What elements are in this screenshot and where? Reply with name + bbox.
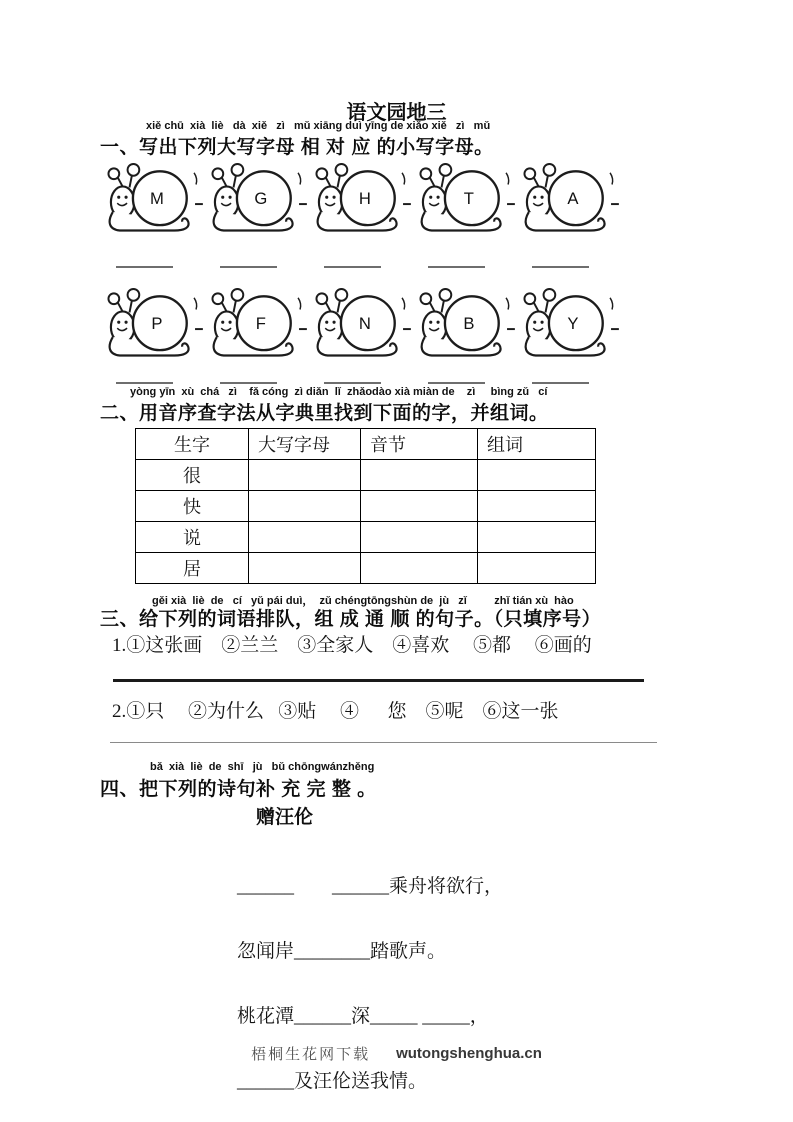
table-cell-empty [361, 491, 478, 522]
snail-illustration [308, 163, 412, 253]
snail-row-2 [100, 288, 620, 378]
snail-row-1 [100, 163, 620, 253]
page-footer [0, 1043, 793, 1064]
answer-blank [220, 382, 277, 384]
snail-illustration [204, 288, 308, 378]
poem-line: ______及汪伦送我情。 [237, 1071, 428, 1092]
snail-icon [516, 288, 620, 378]
table-cell-empty [249, 460, 361, 491]
answer-blank [532, 382, 589, 384]
table-cell-character: 居 [136, 553, 249, 584]
table-cell-character: 说 [136, 522, 249, 553]
snail-letter: M [149, 189, 164, 209]
footer-site-url[interactable]: wutongshenghua.cn [396, 1045, 542, 1062]
snail-letter: B [463, 314, 475, 334]
snail-illustration [308, 288, 412, 378]
answer-line-bold [113, 679, 644, 682]
answer-blank [220, 266, 277, 268]
answer-line-thin [110, 742, 657, 743]
sentence-item-2: 2.①只 ②为什么 ③贴 ④ 您 ⑤呢 ⑥这一张 [112, 701, 559, 722]
section2-pinyin: yòng yīn xù chá zì fǎ cóng zì diǎn lǐ zhǎodào xià miàn de zì bìng zǔ cí [130, 386, 548, 398]
snail-letter: H [358, 189, 371, 209]
poem-line: 桃花潭______深_____ _____， [237, 1006, 489, 1027]
answer-blank [324, 382, 381, 384]
snail-icon [100, 163, 204, 253]
table-row [136, 460, 596, 491]
snail-icon [308, 163, 412, 253]
section4-heading: 四、把下列的诗句补 充 完 整 。 [100, 779, 377, 800]
answer-blank-row-2 [100, 382, 620, 384]
snail-illustration [100, 288, 204, 378]
poem-line: 忽闻岸________踏歌声。 [237, 941, 447, 962]
section4-pinyin: bǎ xià liè de shī jù bǔ chōngwánzhěng [150, 761, 375, 773]
snail-letter: F [255, 314, 266, 334]
snail-illustration [412, 163, 516, 253]
answer-blank [116, 266, 173, 268]
table-cell-empty [478, 460, 596, 491]
answer-blank [324, 266, 381, 268]
snail-icon [204, 288, 308, 378]
snail-icon [516, 163, 620, 253]
section2-heading: 二、用音序查字法从字典里找到下面的字，并组词。 [100, 403, 549, 424]
table-header-row [136, 429, 596, 460]
answer-blank [428, 382, 485, 384]
poem-body [237, 836, 503, 1122]
dictionary-table [135, 428, 596, 584]
section3-heading: 三、给下列的词语排队，组 成 通 顺 的句子。（只填序号） [100, 609, 602, 630]
page-title: 语文园地三 [346, 102, 447, 124]
answer-blank [116, 382, 173, 384]
footer-site-name: 梧桐生花网下载 [251, 1047, 371, 1063]
answer-blank [428, 266, 485, 268]
table-cell-character: 很 [136, 460, 249, 491]
snail-letter: N [358, 314, 371, 334]
snail-letter: G [254, 189, 268, 209]
section1-pinyin: xiě chū xià liè dà xiě zì mǔ xiāng duì yīng de xiǎo xiě zì mǔ [146, 120, 491, 132]
table-cell-empty [361, 553, 478, 584]
answer-blank-row-1 [100, 266, 620, 268]
table-row [136, 522, 596, 553]
answer-blank [532, 266, 589, 268]
snail-letter: P [151, 314, 163, 334]
snail-icon [100, 288, 204, 378]
snail-letter: T [463, 189, 474, 209]
table-cell-character: 快 [136, 491, 249, 522]
snail-icon [412, 163, 516, 253]
table-cell-empty [249, 553, 361, 584]
sentence-item-1: 1.①这张画 ②兰兰 ③全家人 ④喜欢 ⑤都 ⑥画的 [112, 635, 592, 656]
snail-illustration [412, 288, 516, 378]
col-header-uppercase: 大写字母 [249, 429, 361, 460]
table-cell-empty [478, 553, 596, 584]
table-cell-empty [249, 491, 361, 522]
table-cell-empty [478, 522, 596, 553]
table-cell-empty [478, 491, 596, 522]
poem-line: ______ ______乘舟将欲行， [237, 876, 504, 897]
section1-heading: 一、写出下列大写字母 相 对 应 的小写字母。 [100, 137, 494, 158]
table-cell-empty [361, 522, 478, 553]
poem-title: 赠汪伦 [256, 807, 314, 828]
col-header-syllable: 音节 [361, 429, 478, 460]
snail-letter: A [567, 189, 579, 209]
snail-illustration [516, 163, 620, 253]
table-row [136, 491, 596, 522]
snail-icon [412, 288, 516, 378]
snail-illustration [204, 163, 308, 253]
table-row [136, 553, 596, 584]
snail-icon [308, 288, 412, 378]
table-cell-empty [249, 522, 361, 553]
col-header-character: 生字 [136, 429, 249, 460]
snail-icon [204, 163, 308, 253]
snail-illustration [516, 288, 620, 378]
snail-illustration [100, 163, 204, 253]
section3-pinyin: gěi xià liè de cí yǔ pái duì， zǔ chéngtōngshùn de jù zǐ zhǐ tián xù hào [152, 595, 574, 607]
snail-letter: Y [567, 314, 579, 334]
table-cell-empty [361, 460, 478, 491]
col-header-word: 组词 [478, 429, 596, 460]
